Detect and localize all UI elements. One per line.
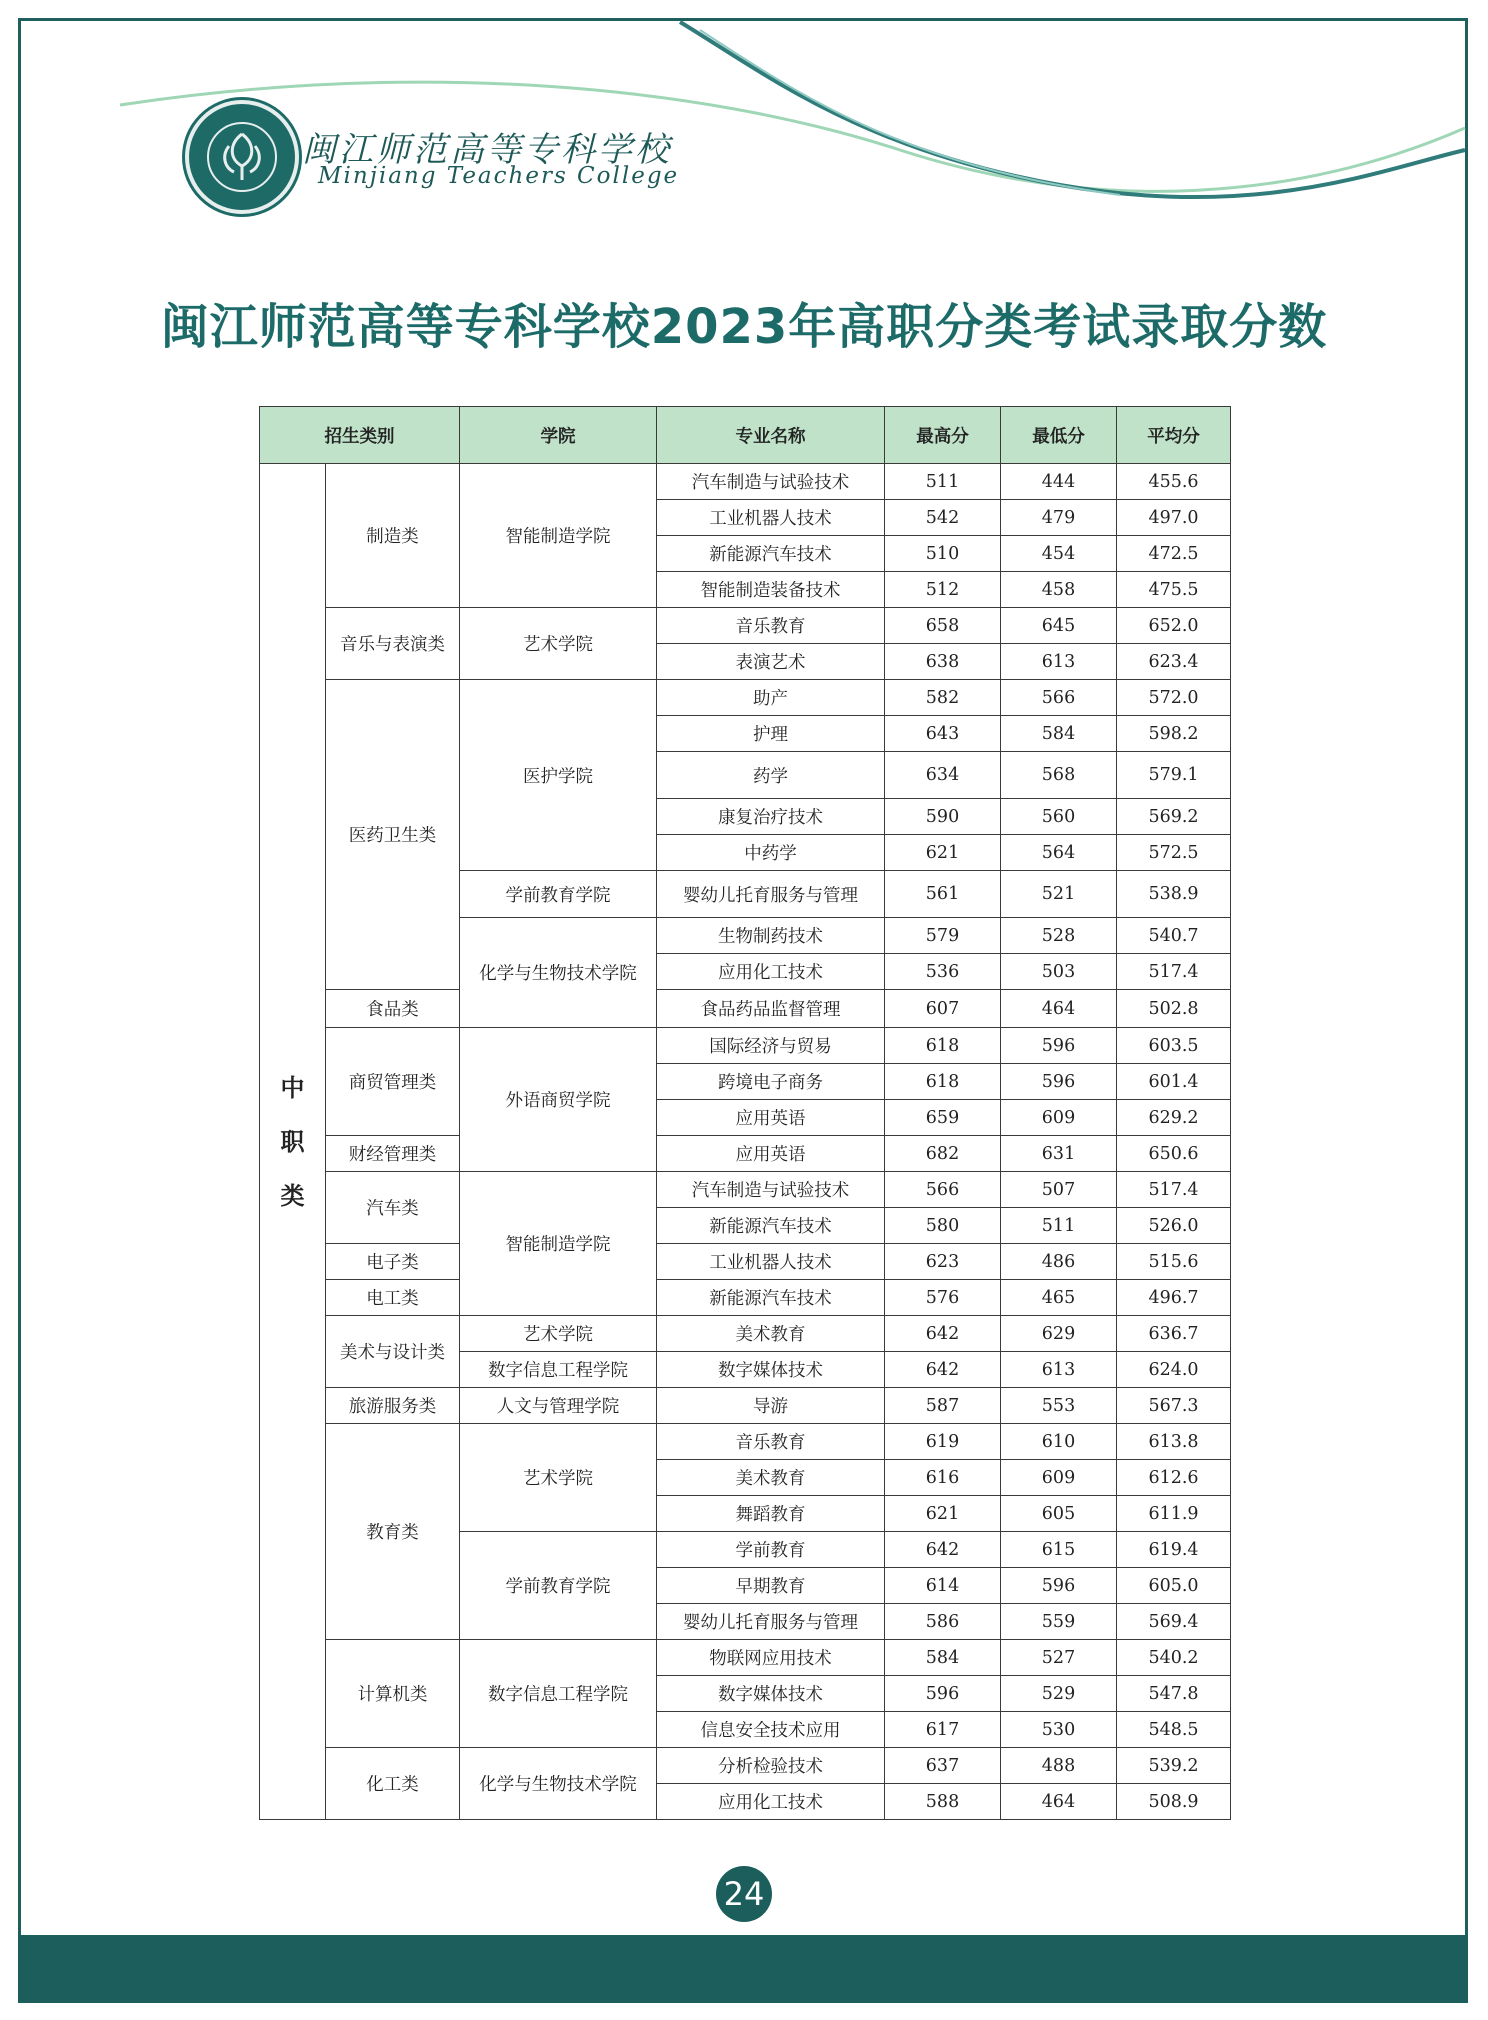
min-score-cell: 529	[1001, 1676, 1117, 1712]
min-score-cell: 596	[1001, 1028, 1117, 1064]
college-cell: 化学与生物技术学院	[460, 918, 657, 1028]
category-cell: 音乐与表演类	[326, 608, 460, 680]
major-cell: 药学	[657, 752, 885, 799]
avg-score-cell: 496.7	[1117, 1280, 1231, 1316]
max-score-cell: 590	[885, 799, 1001, 835]
max-score-cell: 579	[885, 918, 1001, 954]
major-cell: 数字媒体技术	[657, 1676, 885, 1712]
avg-score-cell: 475.5	[1117, 572, 1231, 608]
max-score-cell: 614	[885, 1568, 1001, 1604]
major-cell: 音乐教育	[657, 608, 885, 644]
logo-english-name: Minjiang Teachers College	[318, 163, 680, 189]
major-cell: 表演艺术	[657, 644, 885, 680]
avg-score-cell: 650.6	[1117, 1136, 1231, 1172]
major-cell: 应用化工技术	[657, 954, 885, 990]
major-cell: 新能源汽车技术	[657, 1208, 885, 1244]
min-score-cell: 479	[1001, 500, 1117, 536]
college-cell: 学前教育学院	[460, 1532, 657, 1640]
min-score-cell: 609	[1001, 1100, 1117, 1136]
table-row	[260, 1028, 1231, 1064]
min-score-cell: 566	[1001, 680, 1117, 716]
avg-score-cell: 569.2	[1117, 799, 1231, 835]
category-cell: 计算机类	[326, 1640, 460, 1748]
major-cell: 婴幼儿托育服务与管理	[657, 871, 885, 918]
min-score-cell: 629	[1001, 1316, 1117, 1352]
college-cell: 数字信息工程学院	[460, 1352, 657, 1388]
avg-score-cell: 629.2	[1117, 1100, 1231, 1136]
college-cell: 智能制造学院	[460, 1172, 657, 1316]
avg-score-cell: 603.5	[1117, 1028, 1231, 1064]
table-row	[260, 1280, 1231, 1316]
major-cell: 早期教育	[657, 1568, 885, 1604]
category-cell: 制造类	[326, 464, 460, 608]
max-score-cell: 616	[885, 1460, 1001, 1496]
college-cell: 智能制造学院	[460, 464, 657, 608]
category-cell: 美术与设计类	[326, 1316, 460, 1388]
category-cell: 医药卫生类	[326, 680, 460, 990]
category-cell: 教育类	[326, 1424, 460, 1640]
max-score-cell: 619	[885, 1424, 1001, 1460]
max-score-cell: 580	[885, 1208, 1001, 1244]
min-score-cell: 596	[1001, 1568, 1117, 1604]
college-cell: 学前教育学院	[460, 871, 657, 918]
avg-score-cell: 652.0	[1117, 608, 1231, 644]
avg-score-cell: 572.0	[1117, 680, 1231, 716]
avg-score-cell: 619.4	[1117, 1532, 1231, 1568]
min-score-cell: 507	[1001, 1172, 1117, 1208]
min-score-cell: 527	[1001, 1640, 1117, 1676]
min-score-cell: 645	[1001, 608, 1117, 644]
avg-score-cell: 517.4	[1117, 954, 1231, 990]
table-row	[260, 1748, 1231, 1784]
max-score-cell: 642	[885, 1352, 1001, 1388]
table-row	[260, 1316, 1231, 1352]
min-score-cell: 464	[1001, 1784, 1117, 1820]
category-cell: 电工类	[326, 1280, 460, 1316]
page-title: 闽江师范高等专科学校2023年高职分类考试录取分数	[160, 299, 1328, 355]
max-score-cell: 682	[885, 1136, 1001, 1172]
group-label-char: 职	[280, 1127, 305, 1156]
avg-score-cell: 517.4	[1117, 1172, 1231, 1208]
table-row	[260, 608, 1231, 644]
avg-score-cell: 508.9	[1117, 1784, 1231, 1820]
avg-score-cell: 611.9	[1117, 1496, 1231, 1532]
major-cell: 应用英语	[657, 1136, 885, 1172]
max-score-cell: 587	[885, 1388, 1001, 1424]
min-score-cell: 596	[1001, 1064, 1117, 1100]
min-score-cell: 560	[1001, 799, 1117, 835]
major-cell: 新能源汽车技术	[657, 1280, 885, 1316]
avg-score-cell: 502.8	[1117, 990, 1231, 1028]
min-score-cell: 609	[1001, 1460, 1117, 1496]
avg-score-cell: 472.5	[1117, 536, 1231, 572]
max-score-cell: 511	[885, 464, 1001, 500]
min-score-cell: 631	[1001, 1136, 1117, 1172]
group-label-char: 中	[280, 1073, 305, 1102]
avg-score-cell: 540.2	[1117, 1640, 1231, 1676]
major-cell: 婴幼儿托育服务与管理	[657, 1604, 885, 1640]
min-score-cell: 521	[1001, 871, 1117, 918]
logo-chinese-name: 闽江师范高等专科学校	[302, 130, 672, 170]
major-cell: 信息安全技术应用	[657, 1712, 885, 1748]
max-score-cell: 623	[885, 1244, 1001, 1280]
table-row	[260, 680, 1231, 716]
college-cell: 数字信息工程学院	[460, 1640, 657, 1748]
major-cell: 音乐教育	[657, 1424, 885, 1460]
group-label-cell	[260, 464, 326, 1820]
major-cell: 新能源汽车技术	[657, 536, 885, 572]
avg-score-cell: 539.2	[1117, 1748, 1231, 1784]
table-header-row	[260, 407, 1231, 464]
min-score-cell: 613	[1001, 1352, 1117, 1388]
max-score-cell: 642	[885, 1532, 1001, 1568]
major-cell: 工业机器人技术	[657, 500, 885, 536]
avg-score-cell: 572.5	[1117, 835, 1231, 871]
max-score-cell: 576	[885, 1280, 1001, 1316]
major-cell: 应用化工技术	[657, 1784, 885, 1820]
category-cell: 汽车类	[326, 1172, 460, 1244]
avg-score-cell: 526.0	[1117, 1208, 1231, 1244]
major-cell: 工业机器人技术	[657, 1244, 885, 1280]
avg-score-cell: 579.1	[1117, 752, 1231, 799]
major-cell: 康复治疗技术	[657, 799, 885, 835]
major-cell: 舞蹈教育	[657, 1496, 885, 1532]
max-score-cell: 618	[885, 1028, 1001, 1064]
min-score-cell: 503	[1001, 954, 1117, 990]
max-score-cell: 621	[885, 835, 1001, 871]
major-cell: 智能制造装备技术	[657, 572, 885, 608]
min-score-cell: 464	[1001, 990, 1117, 1028]
header-major: 专业名称	[657, 407, 885, 464]
max-score-cell: 512	[885, 572, 1001, 608]
table-row	[260, 1424, 1231, 1460]
college-cell: 艺术学院	[460, 608, 657, 680]
avg-score-cell: 623.4	[1117, 644, 1231, 680]
major-cell: 导游	[657, 1388, 885, 1424]
header-college: 学院	[460, 407, 657, 464]
major-cell: 跨境电子商务	[657, 1064, 885, 1100]
min-score-cell: 486	[1001, 1244, 1117, 1280]
major-cell: 美术教育	[657, 1316, 885, 1352]
major-cell: 生物制药技术	[657, 918, 885, 954]
max-score-cell: 582	[885, 680, 1001, 716]
table-row	[260, 1244, 1231, 1280]
avg-score-cell: 540.7	[1117, 918, 1231, 954]
category-cell: 化工类	[326, 1748, 460, 1820]
max-score-cell: 542	[885, 500, 1001, 536]
max-score-cell: 642	[885, 1316, 1001, 1352]
group-label-char: 类	[280, 1181, 305, 1210]
header-category: 招生类别	[260, 407, 460, 464]
header-min-score: 最低分	[1001, 407, 1117, 464]
page-number: 24	[716, 1866, 772, 1922]
max-score-cell: 658	[885, 608, 1001, 644]
min-score-cell: 528	[1001, 918, 1117, 954]
max-score-cell: 561	[885, 871, 1001, 918]
max-score-cell: 618	[885, 1064, 1001, 1100]
max-score-cell: 659	[885, 1100, 1001, 1136]
max-score-cell: 588	[885, 1784, 1001, 1820]
max-score-cell: 607	[885, 990, 1001, 1028]
min-score-cell: 605	[1001, 1496, 1117, 1532]
min-score-cell: 444	[1001, 464, 1117, 500]
min-score-cell: 465	[1001, 1280, 1117, 1316]
max-score-cell: 596	[885, 1676, 1001, 1712]
college-seal-logo	[185, 100, 299, 214]
major-cell: 汽车制造与试验技术	[657, 1172, 885, 1208]
avg-score-cell: 567.3	[1117, 1388, 1231, 1424]
min-score-cell: 613	[1001, 644, 1117, 680]
table-row	[260, 1136, 1231, 1172]
min-score-cell: 610	[1001, 1424, 1117, 1460]
college-cell: 医护学院	[460, 680, 657, 871]
min-score-cell: 458	[1001, 572, 1117, 608]
college-cell: 艺术学院	[460, 1316, 657, 1352]
major-cell: 分析检验技术	[657, 1748, 885, 1784]
avg-score-cell: 612.6	[1117, 1460, 1231, 1496]
college-cell: 艺术学院	[460, 1424, 657, 1532]
avg-score-cell: 598.2	[1117, 716, 1231, 752]
major-cell: 数字媒体技术	[657, 1352, 885, 1388]
avg-score-cell: 538.9	[1117, 871, 1231, 918]
max-score-cell: 621	[885, 1496, 1001, 1532]
category-cell: 电子类	[326, 1244, 460, 1280]
college-cell: 化学与生物技术学院	[460, 1748, 657, 1820]
max-score-cell: 637	[885, 1748, 1001, 1784]
footer-band	[18, 1935, 1468, 2003]
table-row	[260, 1388, 1231, 1424]
max-score-cell: 638	[885, 644, 1001, 680]
table-row	[260, 1172, 1231, 1208]
header-avg-score: 平均分	[1117, 407, 1231, 464]
major-cell: 学前教育	[657, 1532, 885, 1568]
max-score-cell: 617	[885, 1712, 1001, 1748]
avg-score-cell: 515.6	[1117, 1244, 1231, 1280]
min-score-cell: 530	[1001, 1712, 1117, 1748]
category-cell: 商贸管理类	[326, 1028, 460, 1136]
max-score-cell: 536	[885, 954, 1001, 990]
max-score-cell: 643	[885, 716, 1001, 752]
min-score-cell: 584	[1001, 716, 1117, 752]
major-cell: 中药学	[657, 835, 885, 871]
avg-score-cell: 569.4	[1117, 1604, 1231, 1640]
min-score-cell: 615	[1001, 1532, 1117, 1568]
min-score-cell: 559	[1001, 1604, 1117, 1640]
min-score-cell: 568	[1001, 752, 1117, 799]
category-cell: 旅游服务类	[326, 1388, 460, 1424]
major-cell: 食品药品监督管理	[657, 990, 885, 1028]
max-score-cell: 584	[885, 1640, 1001, 1676]
avg-score-cell: 624.0	[1117, 1352, 1231, 1388]
avg-score-cell: 605.0	[1117, 1568, 1231, 1604]
avg-score-cell: 455.6	[1117, 464, 1231, 500]
college-cell: 人文与管理学院	[460, 1388, 657, 1424]
min-score-cell: 454	[1001, 536, 1117, 572]
avg-score-cell: 497.0	[1117, 500, 1231, 536]
category-cell: 财经管理类	[326, 1136, 460, 1172]
avg-score-cell: 548.5	[1117, 1712, 1231, 1748]
major-cell: 美术教育	[657, 1460, 885, 1496]
category-cell: 食品类	[326, 990, 460, 1028]
avg-score-cell: 601.4	[1117, 1064, 1231, 1100]
table-row	[260, 464, 1231, 500]
min-score-cell: 511	[1001, 1208, 1117, 1244]
min-score-cell: 488	[1001, 1748, 1117, 1784]
min-score-cell: 553	[1001, 1388, 1117, 1424]
admission-scores-table	[259, 406, 1231, 1820]
avg-score-cell: 613.8	[1117, 1424, 1231, 1460]
max-score-cell: 566	[885, 1172, 1001, 1208]
max-score-cell: 634	[885, 752, 1001, 799]
table-row	[260, 990, 1231, 1028]
major-cell: 助产	[657, 680, 885, 716]
table-row	[260, 1640, 1231, 1676]
max-score-cell: 510	[885, 536, 1001, 572]
avg-score-cell: 547.8	[1117, 1676, 1231, 1712]
college-cell: 外语商贸学院	[460, 1028, 657, 1172]
major-cell: 汽车制造与试验技术	[657, 464, 885, 500]
min-score-cell: 564	[1001, 835, 1117, 871]
header-max-score: 最高分	[885, 407, 1001, 464]
max-score-cell: 586	[885, 1604, 1001, 1640]
major-cell: 物联网应用技术	[657, 1640, 885, 1676]
major-cell: 应用英语	[657, 1100, 885, 1136]
avg-score-cell: 636.7	[1117, 1316, 1231, 1352]
major-cell: 护理	[657, 716, 885, 752]
major-cell: 国际经济与贸易	[657, 1028, 885, 1064]
